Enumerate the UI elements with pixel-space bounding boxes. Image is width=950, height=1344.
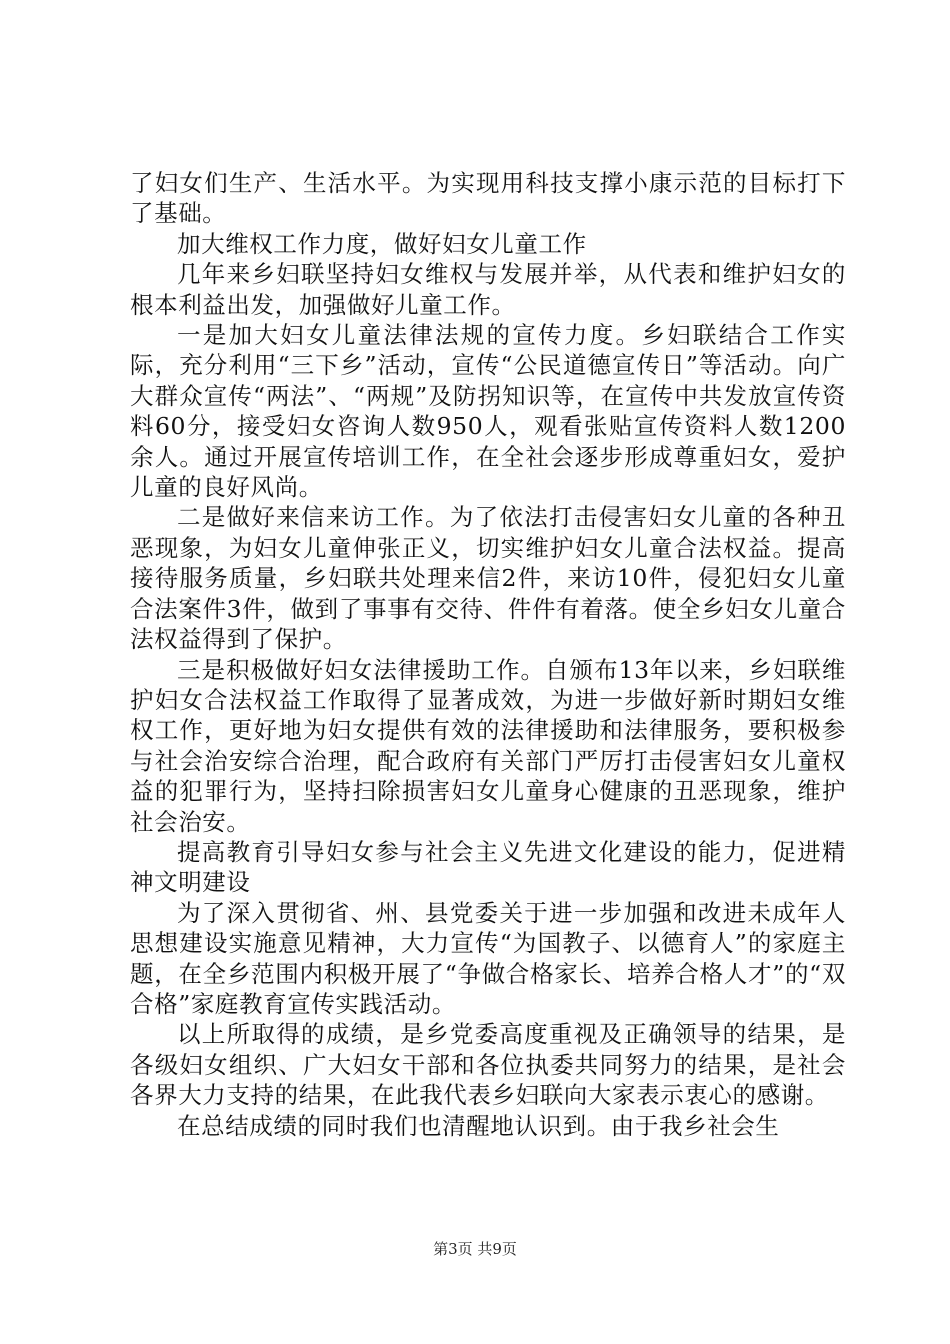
paragraph-family-education: 为了深入贯彻省、州、县党委关于进一步加强和改进未成年人思想建设实施意见精神，大力宣传“为国教子、以德育人”的家庭主题，在全乡范围内积极开展了“争做合格家长、培养合格人才”的“双合格”家庭教育宣传实践活动。 <box>130 898 846 1018</box>
paragraph-legal-publicity: 一是加大妇女儿童法律法规的宣传力度。乡妇联结合工作实际，充分利用“三下乡”活动，宣传“公民道德宣传日”等活动。向广大群众宣传“两法”、“两规”及防拐知识等，在宣传中共发放宣传资料60分，接受妇女咨询人数950人，观看张贴宣传资料人数1200余人。通过开展宣传培训工作，在全社会逐步形成尊重妇女，爱护儿童的良好风尚。 <box>130 321 846 502</box>
section-heading-rights: 加大维权工作力度，做好妇女儿童工作 <box>177 229 587 258</box>
page-number-footer: 第3页 共9页 <box>433 1240 517 1258</box>
paragraph-acknowledgement: 以上所取得的成绩，是乡党委高度重视及正确领导的结果，是各级妇女组织、广大妇女干部和各位执委共同努力的结果，是社会各界大力支持的结果，在此我代表乡妇联向大家表示衷心的感谢。 <box>130 1020 846 1110</box>
paragraph-letters-visits: 二是做好来信来访工作。为了依法打击侵害妇女儿童的各种丑恶现象，为妇女儿童伸张正义，切实维护妇女儿童合法权益。提高接待服务质量，乡妇联共处理来信2件，来访10件，侵犯妇女儿童合法案件3件，做到了事事有交待、件件有着落。使全乡妇女儿童合法权益得到了保护。 <box>130 503 846 654</box>
document-body <box>130 168 846 1141</box>
section-heading-culture: 提高教育引导妇女参与社会主义先进文化建设的能力，促进精神文明建设 <box>130 837 846 897</box>
paragraph-reflection: 在总结成绩的同时我们也清醒地认识到。由于我乡社会生 <box>177 1111 780 1140</box>
paragraph-legal-aid: 三是积极做好妇女法律援助工作。自颁布13年以来，乡妇联维护妇女合法权益工作取得了显著成效，为进一步做好新时期妇女维权工作，更好地为妇女提供有效的法律援助和法律服务，要积极参与社会治安综合治理，配合政府有关部门严厉打击侵害妇女儿童权益的犯罪行为，坚持扫除损害妇女儿童身心健康的丑恶现象，维护社会治安。 <box>130 655 846 836</box>
paragraph-continuation: 了妇女们生产、生活水平。为实现用科技支撑小康示范的目标打下了基础。 <box>130 169 846 228</box>
paragraph-rights-intro: 几年来乡妇联坚持妇女维权与发展并举，从代表和维护妇女的根本利益出发，加强做好儿童工作。 <box>130 260 846 319</box>
